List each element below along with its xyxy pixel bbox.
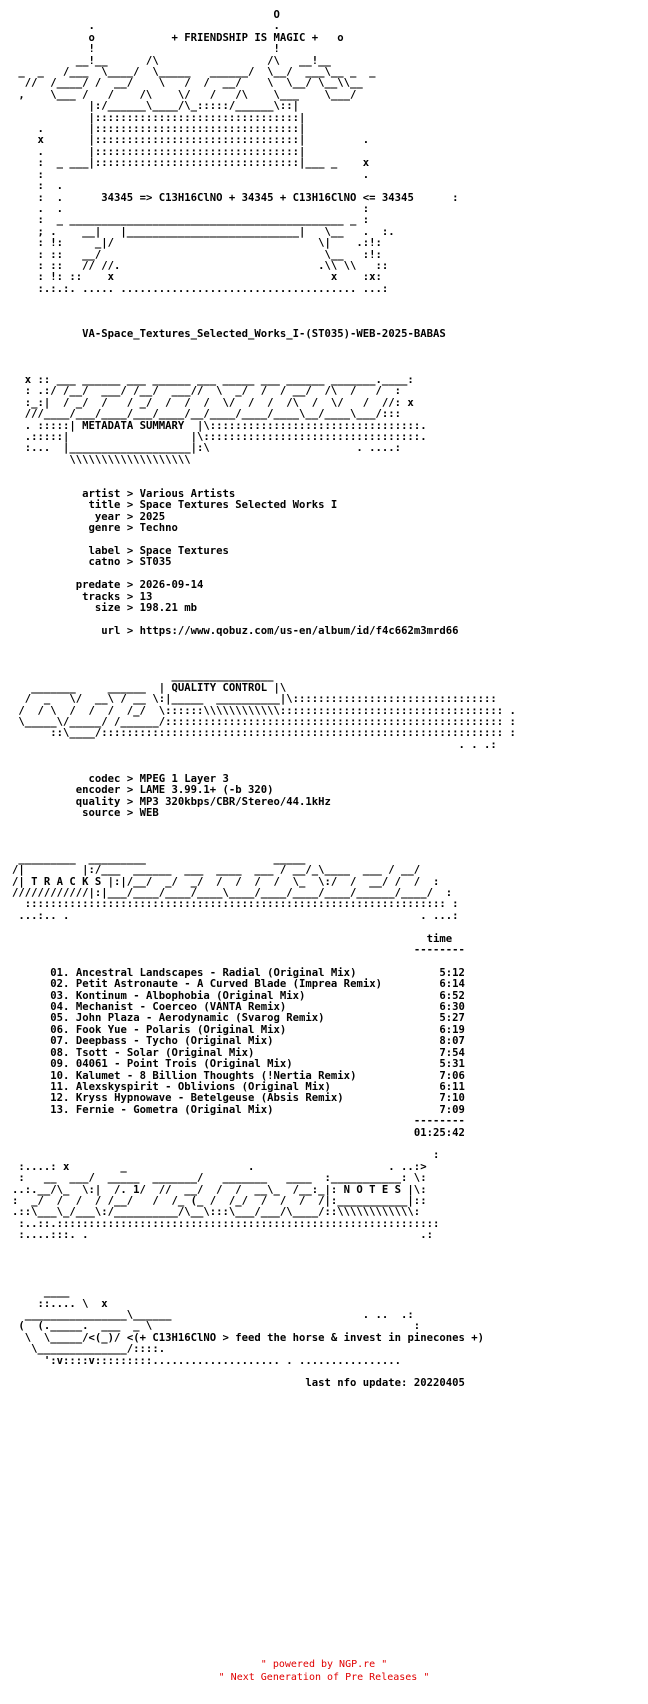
metadata-art-top: x :: ___ ______ ___ ______ ___ _____ ___ ______ _______.____: : .:/ /__/ ___/ /__/ ___// \ _/ / / __/ /\ / / : :_:| / _/ / / _/ / / / \/ / / /\ / \/ / //: x ///____/___/____/___/____/__/____/____/____\__/____\___/:::	[24, 373, 414, 421]
metadata-field-value: 198.21 mb	[139, 602, 197, 614]
metadata-field-key: label	[88, 544, 121, 557]
release-name: VA-Space_Textures_Selected_Works_I-(ST035)-WEB-2025-BABAS	[82, 328, 446, 341]
track-title: Fernie - Gometra (Original Mix)	[75, 1103, 274, 1116]
track-time: 6:52	[439, 989, 465, 1002]
track-time: 6:14	[439, 978, 465, 991]
track-title: Alexskyspirit - Oblivions (Original Mix)	[75, 1080, 331, 1093]
metadata-field-value: 2025	[139, 510, 166, 523]
metadata-field-row: predate > 2026-09-14	[75, 579, 204, 592]
metadata-fields	[12, 489, 516, 637]
quality-fields	[12, 774, 516, 820]
last-update-value: 20220405	[413, 1377, 465, 1390]
quality-field-value: MP3 320kbps/CBR/Stereo/44.1kHz	[139, 795, 331, 808]
track-time: 5:12	[439, 966, 465, 979]
metadata-field-key: tracks	[82, 590, 121, 603]
track-title: Deepbass - Tycho (Original Mix)	[75, 1035, 274, 1048]
metadata-field-key: url	[101, 624, 121, 637]
metadata-field-value: Space Textures	[139, 544, 229, 557]
formula-line: : . 34345 => C13H16ClNO + 34345 + C13H16ClNO <= 34345 :	[12, 191, 459, 204]
track-number: 04.	[50, 1001, 70, 1014]
ship-art: ____ ::.... \ x ________________\______ . .. .: ( (._____. ___ _ \ : \ \_____/<(_)/ <(+ C13H16ClNO > feed the horse & invest in pinecones +)	[18, 1286, 484, 1344]
track-title: Tsott - Solar (Original Mix)	[75, 1046, 255, 1059]
metadata-field-row: tracks > 13	[82, 590, 153, 603]
metadata-field-row: url > https://www.qobuz.com/us-en/album/id/f4c662m3mrd66	[101, 624, 459, 637]
track-time: 6:30	[439, 1001, 465, 1014]
track-title: Kalumet - 8 Billion Thoughts (!Nertia Remix)	[75, 1069, 357, 1082]
track-title: Ancestral Landscapes - Radial (Original Mix)	[75, 966, 357, 979]
quality-field-value: LAME 3.99.1+ (-b 320)	[139, 784, 274, 797]
footer-tagline: " Next Generation of Pre Releases "	[218, 1672, 430, 1683]
metadata-field-key: artist	[82, 487, 121, 500]
track-title: John Plaza - Aerodynamic (Svarog Remix)	[75, 1012, 325, 1025]
track-time: 7:54	[439, 1046, 465, 1059]
track-time: 8:07	[439, 1035, 465, 1048]
track-time: 5:27	[439, 1012, 465, 1025]
header-art-bottom: . . : : _ ___________________________________________ _ : ; . __| |___________________________| \__ . :. : !: _|/ \| .:!: : :: __/ \__ :!: : :: // //. .\\ \\ :: : !: :: x x :x: :.:.:. ..... ..................................... ...:	[37, 202, 395, 295]
metadata-field-row: genre > Techno	[88, 522, 178, 535]
track-number: 08.	[50, 1046, 70, 1059]
nfo-document	[12, 10, 516, 1390]
quality-field-row: source > WEB	[82, 807, 159, 820]
header-art-spacer: : .	[12, 180, 64, 193]
track-title: Mechanist - Coerceo (VANTA Remix)	[75, 1001, 287, 1014]
metadata-field-key: genre	[88, 522, 121, 535]
track-number: 06.	[50, 1023, 70, 1036]
metadata-field-row: title > Space Textures Selected Works I	[88, 499, 338, 512]
quality-art: ________________ _______ ______ | QUALITY CONTROL |\ / _ \/ __\ / __ \:|_____ __________|\:::::::::::::::::::::::::::::::: / / \ / / / /_/ \::::::\\\\\\\\\\\\::::::::::::::::::::::::::::::::::: . \_____\/_____/ /______/::::::::::::::::::::::::::::::::::::::::::::::::::::: : ::\____/::::::::::::::::::::::::::::::::::::::::::::::::::::::::::::::: : . . .:	[18, 670, 516, 751]
track-time: 7:10	[439, 1092, 465, 1105]
metadata-field-row: catno > ST035	[88, 556, 172, 569]
metadata-section-title: METADATA SUMMARY	[82, 419, 185, 432]
track-number: 11.	[50, 1080, 70, 1093]
footer-powered-by[interactable]: " powered by NGP.re "	[260, 1659, 388, 1670]
track-number: 12.	[50, 1092, 70, 1105]
last-update-label: last nfo update:	[305, 1377, 408, 1390]
metadata-field-row: year > 2025	[94, 510, 166, 523]
track-number: 13.	[50, 1103, 70, 1116]
track-time: 6:11	[439, 1080, 465, 1093]
track-title: Fook Yue - Polaris (Original Mix)	[75, 1023, 287, 1036]
metadata-field-row: artist > Various Artists	[82, 487, 236, 500]
track-number: 05.	[50, 1012, 70, 1025]
quality-field-value: WEB	[139, 807, 159, 820]
time-rule: --------	[413, 944, 465, 957]
track-title: 04061 - Point Trois (Original Mix)	[75, 1058, 293, 1071]
notes-art: : :....: x _ . . ..:> : __ ___/ _____ _______/ _______ ____ :___________: \: ..:.__/\_ \:| /. 1/ // __/ / / __\_ /__:_|: N O T E S |\: : _/ / / / /__/ / /_ (_ / /_/ / / / /|:___________|:: .::\___\_/___\:/__________/\__\:::\___/___/\____/::\\\\\\\\\\\\: :..::.:::::::::::::::::::::::::::::::::::::::::::::::::::::::::::: :....:::. . .:	[12, 1149, 440, 1242]
quality-field-key: quality	[75, 795, 121, 808]
header-art-top: O . . o + FRIENDSHIP IS MAGIC + o ! ! __!__ /\ /\ __!__ _ _ /___ \____/ \_____ ______/ \__/ ___\__ _ _ // /____/ / __/ \ / / __/ \ \__/ \__\\__ , \___ / / /\ \/ / /\ \___ \___/ |:/______\____/\_:::::/______\::| |::::::::::::::::::::::::::::::::| . |::::::::::::::::::::::::::::::::| x |::::::::::::::::::::::::::::::::| . . |::::::::::::::::::::::::::::::::| : _ ___|::::::::::::::::::::::::::::::::|___ _ x : .	[18, 9, 376, 181]
quality-field-key: encoder	[75, 784, 121, 797]
total-rule: --------	[413, 1115, 465, 1128]
metadata-field-row: label > Space Textures	[88, 544, 229, 557]
time-header: time	[426, 932, 453, 945]
metadata-field-value: 13	[139, 590, 153, 603]
track-number: 03.	[50, 989, 70, 1002]
metadata-field-key: year	[94, 510, 121, 523]
quality-field-row: encoder > LAME 3.99.1+ (-b 320)	[75, 784, 274, 797]
track-title: Kontinum - Albophobia (Original Mix)	[75, 989, 306, 1002]
track-number: 01.	[50, 966, 70, 979]
quality-field-key: source	[82, 807, 121, 820]
metadata-field-value: Space Textures Selected Works I	[139, 499, 338, 512]
metadata-art-bottom: .:::::| |\::::::::::::::::::::::::::::::::::. :... |___________________|:\ . ....: \\\\\\\\\\\\\\\\\\\	[24, 430, 427, 466]
tracks-art: _________ _________ _____ /| |:/___ ______ ___ ____ ___ / __/_\____ ___ / __/ /| T R A C K S |:|/__/ _/ _/ / / / / \_ \:/ / __/ / / : ////////////|:|___/____/____/____\____/____/____/____/______/____/ : :::::::::::::::::::::::::::::::::::::::::::::::::::::::::::::::::: : ...:.. . . ...:	[12, 852, 459, 922]
formula-text: 34345 => C13H16ClNO + 34345 + C13H16ClNO <= 34345	[101, 191, 414, 204]
metadata-field-value: https://www.qobuz.com/us-en/album/id/f4c662m3mrd66	[139, 624, 459, 637]
track-time: 7:06	[439, 1069, 465, 1082]
footer	[0, 1658, 648, 1684]
quality-field-row: quality > MP3 320kbps/CBR/Stereo/44.1kHz	[75, 795, 331, 808]
metadata-field-key: predate	[75, 579, 121, 592]
metadata-section-header: . :::::| METADATA SUMMARY |\:::::::::::::::::::::::::::::::::.	[12, 419, 427, 432]
track-time: 6:19	[439, 1023, 465, 1036]
ship-message: <(+ C13H16ClNO > feed the horse & invest in pinecones +)	[126, 1331, 484, 1344]
metadata-field-value: ST035	[139, 556, 172, 569]
track-number: 10.	[50, 1069, 70, 1082]
quality-field-row: codec > MPEG 1 Layer 3	[88, 773, 229, 786]
track-title: Kryss Hypnowave - Betelgeuse (Absis Remix)	[75, 1092, 344, 1105]
quality-field-key: codec	[88, 773, 121, 786]
metadata-field-value: 2026-09-14	[139, 579, 204, 592]
track-number: 07.	[50, 1035, 70, 1048]
track-time: 5:31	[439, 1058, 465, 1071]
metadata-field-value: Various Artists	[139, 487, 236, 500]
metadata-field-key: title	[88, 499, 121, 512]
track-list	[12, 968, 516, 1116]
track-number: 09.	[50, 1058, 70, 1071]
last-update	[12, 1378, 516, 1389]
quality-field-value: MPEG 1 Layer 3	[139, 773, 229, 786]
track-time: 7:09	[439, 1103, 465, 1116]
total-time: 01:25:42	[413, 1126, 465, 1139]
metadata-field-key: catno	[88, 556, 121, 569]
metadata-field-row: size > 198.21 mb	[94, 602, 197, 614]
metadata-field-value: Techno	[139, 522, 178, 535]
track-number: 02.	[50, 978, 70, 991]
metadata-field-key: size	[94, 602, 121, 614]
ship-art-bottom: \______________/::::. ':v::::v:::::::::.................... . ................	[31, 1343, 402, 1367]
track-title: Petit Astronaute - A Curved Blade (Imprea Remix)	[75, 978, 382, 991]
